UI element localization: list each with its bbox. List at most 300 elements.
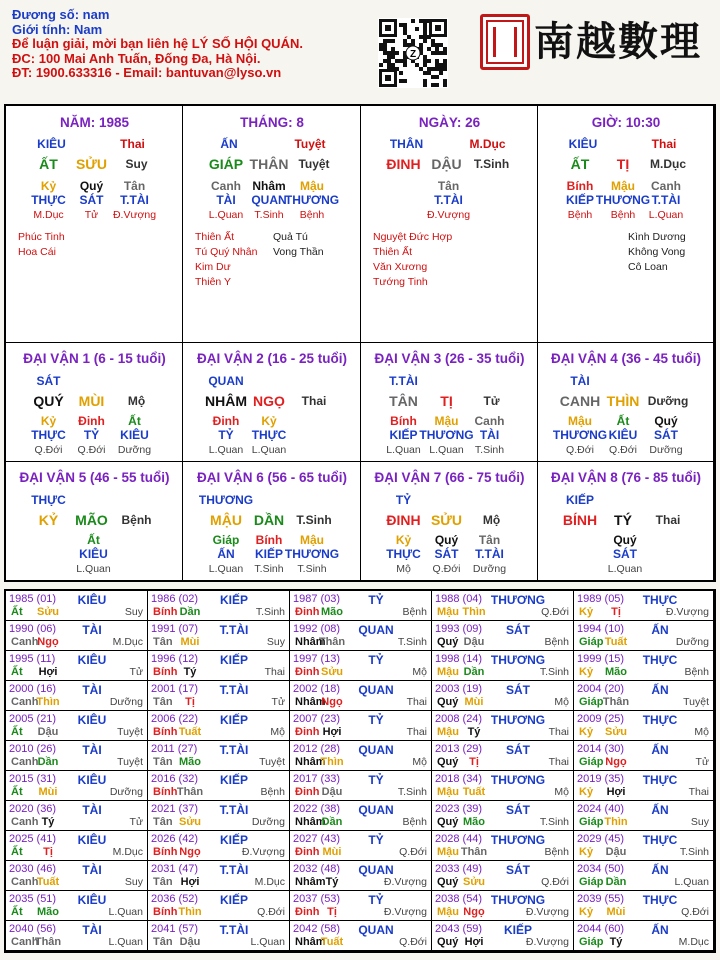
year-life-stage: L.Quan: [108, 906, 143, 918]
year-label: 2017 (33): [293, 773, 341, 785]
year-branch: Sửu: [178, 816, 202, 828]
daivan-ten-god: THỰC: [31, 493, 66, 507]
year-cell: [432, 681, 574, 711]
year-label: 2018 (34): [435, 773, 483, 785]
year-ten-god: KIẾP: [219, 833, 249, 847]
star-name: Vong Thần: [273, 246, 324, 258]
year-label: 2004 (20): [577, 683, 625, 695]
pillar-state: Tuyệt: [294, 137, 326, 151]
pillar-state: Thai: [651, 137, 677, 151]
year-label: 2033 (49): [435, 863, 483, 875]
chart-cell: [538, 106, 714, 343]
year-life-stage: Q.Đới: [399, 846, 427, 858]
year-cell: [148, 591, 290, 621]
year-life-stage: Tuyệt: [117, 756, 143, 768]
year-stem: Giáp: [579, 816, 604, 828]
chart-cell: [361, 343, 538, 462]
hidden-ten-god: TÀI: [216, 193, 236, 207]
heavenly-stem: QUÝ: [33, 393, 64, 409]
year-label: 1996 (12): [151, 653, 199, 665]
year-label: 2002 (18): [293, 683, 341, 695]
branch-state: Bệnh: [121, 513, 152, 527]
year-stem: Canh: [11, 876, 39, 888]
year-stem: Đinh: [295, 666, 320, 678]
year-cell: [6, 801, 148, 831]
hidden-stem: Đinh: [78, 414, 105, 428]
year-ten-god: THƯƠNG: [490, 893, 546, 907]
year-stem: Ất: [11, 906, 23, 918]
year-ten-god: THỰC: [642, 653, 678, 667]
svg-text:Z: Z: [409, 49, 417, 60]
hidden-stem: Mậu: [611, 179, 635, 193]
year-cell: [148, 861, 290, 891]
earthly-branch: NGỌ: [253, 393, 285, 409]
year-branch: Thân: [460, 846, 488, 858]
year-life-stage: L.Quan: [250, 936, 285, 948]
year-stem: Quý: [437, 756, 459, 768]
pillar-heading: THÁNG: 8: [240, 115, 304, 130]
hidden-ten-god: SÁT: [434, 547, 459, 561]
year-label: 2021 (37): [151, 803, 199, 815]
hidden-stem: Bính: [566, 179, 594, 193]
year-branch: Dần: [321, 816, 343, 828]
year-label: 2036 (52): [151, 893, 199, 905]
year-life-stage: Dưỡng: [675, 636, 709, 648]
year-branch: Dần: [463, 666, 485, 678]
daivan-ten-god: TÀI: [570, 374, 590, 388]
year-cell: [574, 771, 714, 801]
year-ten-god: ẤN: [651, 743, 669, 757]
year-stem: Mậu: [437, 726, 459, 738]
year-life-stage: L.Quan: [108, 936, 143, 948]
pillar-ten-god: KIÊU: [37, 137, 66, 151]
four-pillars-chart: [4, 104, 716, 582]
year-ten-god: QUAN: [358, 623, 394, 637]
year-life-stage: Thai: [406, 696, 427, 708]
year-cell: [6, 681, 148, 711]
branch-state: Suy: [125, 157, 148, 171]
year-stem: Tân: [153, 876, 173, 888]
year-life-stage: Đ.Vượng: [383, 906, 427, 918]
year-ten-god: ẤN: [651, 683, 669, 697]
year-life-stage: Đ.Vượng: [241, 846, 285, 858]
life-stage: L.Quan: [208, 563, 244, 575]
heavenly-stem: GIÁP: [208, 156, 244, 172]
year-stem: Quý: [437, 696, 459, 708]
hidden-stem: Bính: [255, 533, 283, 547]
year-cell: [290, 591, 432, 621]
year-branch: Tuất: [604, 636, 628, 648]
year-life-stage: Tử: [129, 816, 143, 828]
hidden-stem: Mậu: [300, 533, 324, 547]
year-branch: Mão: [321, 606, 343, 618]
year-cell: [574, 891, 714, 921]
year-stem: Mậu: [437, 786, 459, 798]
life-stage: Đ.Vượng: [426, 209, 471, 221]
star-name: Phúc Tinh: [18, 231, 65, 243]
year-ten-god: KIÊU: [77, 773, 107, 787]
year-label: 2026 (42): [151, 833, 199, 845]
life-stage: Q.Đới: [77, 444, 106, 456]
earthly-branch: THÂN: [249, 156, 289, 172]
year-cell: [432, 591, 574, 621]
year-branch: Tị: [43, 846, 53, 858]
year-branch: Ngọ: [179, 846, 201, 858]
year-label: 1989 (05): [577, 593, 625, 605]
year-life-stage: Tuyệt: [259, 756, 285, 768]
daivan-heading: ĐẠI VẬN 7 (66 - 75 tuổi): [374, 470, 525, 485]
hidden-ten-god: T.TÀI: [434, 193, 463, 207]
year-stem: Bính: [153, 726, 178, 738]
hidden-ten-god: TÀI: [479, 428, 500, 442]
daivan-ten-god: TỶ: [395, 493, 412, 507]
branch-state: Tử: [483, 394, 500, 408]
hidden-ten-god: THƯƠNG: [595, 193, 651, 207]
heavenly-stem: ĐINH: [386, 512, 421, 528]
life-stage: Bệnh: [610, 209, 636, 221]
year-cell: [290, 621, 432, 651]
year-cell: [6, 891, 148, 921]
year-ten-god: QUAN: [358, 803, 394, 817]
year-branch: Dậu: [321, 786, 343, 798]
year-branch: Tý: [467, 726, 481, 738]
daivan-heading: ĐẠI VẬN 8 (76 - 85 tuổi): [550, 470, 702, 485]
year-label: 2023 (39): [435, 803, 483, 815]
year-ten-god: KIẾP: [219, 653, 249, 667]
earthly-branch: TÝ: [614, 512, 632, 528]
year-ten-god: KIÊU: [77, 653, 107, 667]
daivan-heading: ĐẠI VẬN 6 (56 - 65 tuổi): [196, 470, 348, 485]
year-stem: Ất: [11, 606, 23, 618]
year-branch: Sửu: [604, 726, 628, 738]
year-cell: [148, 741, 290, 771]
year-branch: Tị: [327, 906, 337, 918]
year-branch: Dậu: [463, 636, 485, 648]
year-stem: Giáp: [579, 936, 604, 948]
year-ten-god: THƯƠNG: [490, 713, 546, 727]
year-stem: Bính: [153, 666, 178, 678]
year-ten-god: TÀI: [82, 623, 102, 637]
branch-state: Tuyệt: [298, 157, 330, 171]
year-ten-god: THỰC: [642, 713, 678, 727]
year-life-stage: T.Sinh: [679, 846, 709, 858]
hidden-ten-god: KIẾP: [389, 428, 418, 442]
year-label: 2019 (35): [577, 773, 625, 785]
year-stem: Kỷ: [579, 906, 594, 918]
year-ten-god: TỶ: [368, 653, 384, 667]
year-branch: Ngọ: [321, 696, 343, 708]
year-stem: Quý: [437, 816, 459, 828]
hidden-ten-god: THỰC: [251, 428, 287, 442]
year-label: 1988 (04): [435, 593, 483, 605]
year-cell: [574, 681, 714, 711]
year-stem: Ất: [11, 786, 23, 798]
year-ten-god: ẤN: [651, 803, 669, 817]
year-branch: Thân: [318, 636, 346, 648]
life-stage: T.Sinh: [297, 563, 327, 575]
year-stem: Quý: [437, 636, 459, 648]
year-stem: Quý: [437, 936, 459, 948]
year-stem: Nhâm: [295, 876, 326, 888]
year-cell: [574, 591, 714, 621]
year-label: 2041 (57): [151, 923, 199, 935]
life-stage: L.Quan: [648, 209, 684, 221]
year-branch: Thìn: [320, 756, 344, 768]
hidden-ten-god: T.TÀI: [651, 193, 681, 207]
year-ten-god: THỰC: [642, 893, 678, 907]
year-label: 2031 (47): [151, 863, 199, 875]
hidden-stem: Đinh: [212, 414, 240, 428]
star-name: Tú Quý Nhân: [195, 246, 258, 258]
year-cell: [574, 651, 714, 681]
year-cell: [290, 801, 432, 831]
life-stage: T.Sinh: [474, 444, 505, 456]
hidden-stem: Mậu: [434, 414, 459, 428]
year-cell: [574, 801, 714, 831]
heavenly-stem: KỶ: [38, 512, 59, 528]
earthly-branch: THÌN: [606, 393, 640, 409]
branch-state: Thai: [301, 394, 327, 408]
hidden-ten-god: T.TÀI: [475, 547, 504, 561]
hidden-stem: Canh: [651, 179, 681, 193]
star-name: Tướng Tinh: [373, 276, 428, 288]
heavenly-stem: TÂN: [389, 393, 418, 409]
year-cell: [6, 651, 148, 681]
year-life-stage: Bệnh: [402, 606, 427, 618]
year-stem: Canh: [11, 816, 39, 828]
qr-code-icon[interactable]: [378, 18, 448, 88]
hidden-ten-god: QUAN: [251, 193, 287, 207]
year-label: 2040 (56): [9, 923, 57, 935]
life-stage: L.Quan: [208, 444, 244, 456]
year-label: 2000 (16): [9, 683, 57, 695]
year-ten-god: TÀI: [82, 683, 102, 697]
year-ten-god: TÀI: [82, 803, 102, 817]
hidden-stem: Tân: [437, 179, 460, 193]
hidden-ten-god: TỶ: [218, 428, 234, 442]
year-cell: [148, 921, 290, 951]
year-cell: [290, 831, 432, 861]
year-label: 2024 (40): [577, 803, 625, 815]
year-label: 2032 (48): [293, 863, 341, 875]
year-ten-god: T.TÀI: [219, 623, 249, 637]
life-stage: Q.Đới: [34, 444, 63, 456]
hidden-ten-god: THƯƠNG: [284, 193, 340, 207]
earthly-branch: DẬU: [431, 156, 462, 172]
star-name: Kim Dư: [195, 261, 231, 273]
year-label: 2043 (59): [435, 923, 483, 935]
hidden-ten-god: KIÊU: [120, 428, 149, 442]
heavenly-stem: ẤT: [39, 156, 58, 172]
life-stage: Dưỡng: [472, 563, 507, 575]
hidden-ten-god: T.TÀI: [120, 193, 149, 207]
year-branch: Dần: [605, 876, 627, 888]
year-ten-god: TỶ: [368, 893, 384, 907]
year-branch: Dậu: [605, 846, 627, 858]
hidden-stem: Kỷ: [40, 179, 57, 193]
year-life-stage: Suy: [690, 816, 709, 828]
pillar-heading: GIỜ: 10:30: [591, 115, 661, 130]
life-stage: L.Quan: [386, 444, 421, 456]
life-stage: L.Quan: [208, 209, 244, 221]
year-cell: [432, 861, 574, 891]
year-stem: Kỷ: [579, 666, 594, 678]
daivan-ten-god: THƯƠNG: [198, 493, 254, 507]
year-life-stage: Mộ: [270, 726, 285, 738]
year-life-stage: Dưỡng: [109, 786, 143, 798]
year-branch: Thìn: [36, 696, 60, 708]
year-cell: [148, 801, 290, 831]
year-life-stage: T.Sinh: [539, 816, 569, 828]
year-life-stage: T.Sinh: [397, 636, 427, 648]
life-stage: M.Dục: [33, 209, 64, 221]
daivan-heading: ĐẠI VẬN 1 (6 - 15 tuổi): [23, 351, 166, 366]
year-life-stage: T.Sinh: [397, 786, 427, 798]
year-life-stage: Mộ: [412, 756, 427, 768]
year-branch: Sửu: [462, 876, 486, 888]
year-ten-god: ẤN: [651, 923, 669, 937]
hidden-ten-god: THƯƠNG: [419, 428, 474, 442]
star-name: Cô Loan: [628, 261, 668, 273]
year-ten-god: SÁT: [506, 623, 530, 637]
year-life-stage: Bệnh: [544, 846, 569, 858]
life-stage: Bệnh: [299, 209, 325, 221]
heavenly-stem: MẬU: [210, 512, 242, 528]
year-ten-god: KIÊU: [77, 833, 107, 847]
year-cell: [432, 891, 574, 921]
year-branch: Mão: [605, 666, 627, 678]
year-branch: Sửu: [36, 606, 60, 618]
year-cell: [290, 891, 432, 921]
year-branch: Thân: [602, 696, 630, 708]
year-life-stage: Bệnh: [544, 636, 569, 648]
chart-cell: [6, 343, 183, 462]
year-cell: [6, 921, 148, 951]
year-label: 2022 (38): [293, 803, 341, 815]
hidden-stem: Mậu: [568, 414, 592, 428]
year-label: 2028 (44): [435, 833, 483, 845]
star-name: Kình Dương: [628, 231, 686, 243]
heavenly-stem: NHÂM: [205, 393, 247, 409]
year-cell: [290, 861, 432, 891]
header-line: ĐC: 100 Mai Anh Tuấn, Đống Đa, Hà Nội.: [12, 50, 261, 66]
hidden-stem: Giáp: [212, 533, 240, 547]
pillar-state: Thai: [120, 137, 145, 151]
chart-cell: [538, 343, 714, 462]
hidden-ten-god: THỰC: [386, 547, 421, 561]
year-branch: Tý: [609, 936, 623, 948]
year-branch: Hợi: [606, 786, 626, 798]
chart-cell: [6, 106, 183, 343]
hidden-ten-god: TỶ: [83, 428, 100, 442]
year-cell: [574, 831, 714, 861]
year-life-stage: Mộ: [412, 666, 427, 678]
year-branch: Tuất: [36, 876, 60, 888]
hidden-ten-god: THƯƠNG: [552, 428, 608, 442]
daivan-ten-god: SÁT: [36, 374, 61, 388]
year-ten-god: T.TÀI: [219, 863, 249, 877]
year-stem: Canh: [11, 636, 39, 648]
life-stage: Bệnh: [567, 209, 593, 221]
year-ten-god: ẤN: [651, 623, 669, 637]
year-stem: Ất: [11, 726, 23, 738]
year-life-stage: Mộ: [694, 726, 709, 738]
year-cell: [574, 621, 714, 651]
year-label: 2007 (23): [293, 713, 341, 725]
year-life-stage: Dưỡng: [109, 696, 143, 708]
hidden-ten-god: SÁT: [613, 547, 637, 561]
year-cell: [432, 801, 574, 831]
year-ten-god: TỶ: [368, 833, 384, 847]
year-label: 2037 (53): [293, 893, 341, 905]
year-cell: [290, 741, 432, 771]
year-ten-god: KIÊU: [77, 893, 107, 907]
year-stem: Bính: [153, 786, 178, 798]
year-label: 2009 (25): [577, 713, 625, 725]
year-life-stage: Tử: [271, 696, 285, 708]
pillar-heading: NĂM: 1985: [59, 115, 130, 130]
year-label: 2014 (30): [577, 743, 625, 755]
star-name: Văn Xương: [373, 261, 428, 273]
year-stem: Ất: [11, 846, 23, 858]
hidden-stem: Tân: [123, 179, 146, 193]
year-cell: [148, 621, 290, 651]
year-life-stage: Suy: [124, 606, 143, 618]
year-life-stage: Thai: [548, 756, 569, 768]
chart-cell: [361, 462, 538, 582]
year-ten-god: KIẾP: [219, 593, 249, 607]
branch-state: T.Sinh: [473, 157, 510, 171]
year-cell: [6, 591, 148, 621]
year-ten-god: SÁT: [506, 863, 530, 877]
year-cell: [6, 831, 148, 861]
year-cell: [290, 771, 432, 801]
year-branch: Thìn: [604, 816, 628, 828]
year-cell: [290, 651, 432, 681]
hidden-ten-god: SÁT: [654, 428, 678, 442]
year-branch: Hợi: [464, 936, 484, 948]
year-cell: [148, 711, 290, 741]
branch-state: T.Sinh: [296, 513, 332, 527]
year-ten-god: QUAN: [358, 923, 394, 937]
star-name: Thiên Ất: [195, 231, 235, 243]
year-life-stage: Q.Đới: [681, 906, 709, 918]
year-cell: [148, 771, 290, 801]
year-cell: [148, 831, 290, 861]
branch-state: Thai: [655, 513, 681, 527]
year-cell: [148, 891, 290, 921]
year-cell: [432, 621, 574, 651]
year-stem: Tân: [153, 816, 173, 828]
year-ten-god: SÁT: [506, 803, 530, 817]
year-branch: Thân: [176, 786, 204, 798]
branch-state: Mộ: [127, 394, 146, 408]
year-branch: Sửu: [320, 666, 344, 678]
year-stem: Đinh: [295, 606, 320, 618]
year-ten-god: QUAN: [358, 683, 394, 697]
hidden-stem: Kỷ: [395, 533, 412, 547]
year-stem: Tân: [153, 756, 173, 768]
year-life-stage: Tử: [695, 756, 709, 768]
year-ten-god: TÀI: [82, 923, 102, 937]
year-ten-god: THƯƠNG: [490, 653, 546, 667]
year-branch: Mão: [463, 816, 485, 828]
hidden-stem: Kỷ: [40, 414, 57, 428]
life-stage: L.Quan: [76, 563, 111, 575]
year-ten-god: TỶ: [368, 593, 384, 607]
year-ten-god: THƯƠNG: [490, 773, 546, 787]
year-ten-god: KIÊU: [77, 593, 107, 607]
